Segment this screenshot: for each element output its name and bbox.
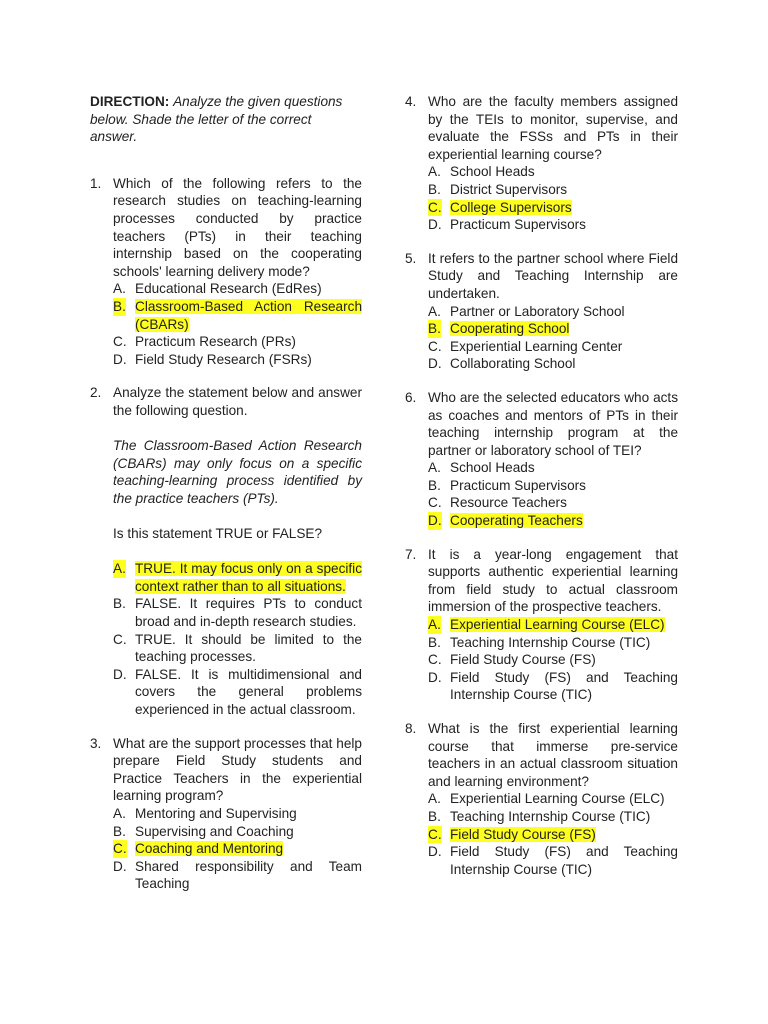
option-letter: D. [428, 217, 442, 233]
option-letter: D. [428, 669, 442, 685]
answer-option[interactable] [428, 669, 678, 704]
option-text: Field Study (FS) and Teaching Internship Course (TIC) [450, 669, 678, 703]
question-item [405, 546, 678, 704]
question-number: 8. [405, 721, 417, 736]
option-text: Practicum Supervisors [450, 217, 586, 233]
option-letter: A. [428, 164, 441, 180]
option-letter: A. [113, 561, 126, 577]
answer-option[interactable] [113, 823, 362, 841]
option-text: Field Study Research (FSRs) [135, 351, 312, 367]
option-text: Experiential Learning Center [450, 338, 623, 354]
option-text: Partner or Laboratory School [450, 303, 625, 319]
option-text: Resource Teachers [450, 495, 567, 511]
answer-options [113, 805, 362, 893]
question-item [405, 250, 678, 373]
direction-label: DIRECTION: [90, 94, 170, 109]
option-text: Educational Research (EdRes) [135, 281, 322, 297]
option-letter: D. [428, 844, 442, 860]
question-number: 4. [405, 94, 417, 109]
answer-options [428, 459, 678, 529]
question-item [405, 93, 678, 234]
option-text: Teaching Internship Course (TIC) [450, 634, 651, 650]
option-text: School Heads [450, 164, 535, 180]
answer-option[interactable] [428, 494, 678, 512]
answer-options [428, 303, 678, 373]
direction-text: Analyze the given questions below. Shade the letter of the correct answer. [90, 94, 343, 145]
option-letter: B. [428, 321, 441, 337]
option-text: Practicum Supervisors [450, 477, 586, 493]
option-text: TRUE. It may focus only on a specific context rather than to all situations. [135, 561, 362, 594]
answer-option[interactable] [113, 280, 362, 298]
answer-option-correct[interactable] [428, 826, 678, 844]
option-letter: A. [428, 460, 441, 476]
question-text: Which of the following refers to the research studies on teaching-learning processes conducted by practice teachers (PTs) in their teaching internship based on the cooperating schools' learning delivery mode? [113, 175, 362, 279]
option-text: Cooperating Teachers [450, 513, 583, 529]
answer-option[interactable] [428, 459, 678, 477]
option-letter: A. [428, 303, 441, 319]
option-letter: D. [113, 666, 127, 682]
answer-option[interactable] [428, 303, 678, 321]
option-text: Supervising and Coaching [135, 823, 294, 839]
option-text: College Supervisors [450, 199, 572, 215]
option-text: School Heads [450, 460, 535, 476]
option-text: Classroom-Based Action Research (CBARs) [135, 298, 362, 332]
question-text: Analyze the statement below and answer the following question. [113, 385, 362, 418]
question-number: 6. [405, 389, 417, 405]
option-letter: A. [113, 281, 126, 297]
option-text: TRUE. It should be limited to the teaching processes. [135, 631, 362, 665]
answer-option[interactable] [113, 805, 362, 823]
option-text: Shared responsibility and Team Teaching [135, 858, 362, 892]
question-text: It is a year-long engagement that supports authentic experiential learning from field study to actual classroom immersion of the prospective teachers. [428, 546, 678, 615]
option-letter: A. [428, 791, 441, 807]
question-item [405, 720, 678, 878]
answer-option[interactable] [113, 666, 362, 719]
option-letter: A. [428, 617, 441, 633]
question-prompt: Is this statement TRUE or FALSE? [113, 526, 323, 542]
option-letter: B. [113, 596, 126, 612]
option-letter: C. [428, 826, 442, 842]
answer-option[interactable] [113, 351, 362, 369]
question-item [90, 735, 362, 893]
option-letter: B. [428, 477, 441, 493]
option-letter: C. [428, 199, 442, 215]
answer-options [428, 163, 678, 233]
option-letter: C. [428, 652, 442, 668]
answer-option[interactable] [113, 631, 362, 666]
option-letter: C. [428, 338, 442, 354]
answer-option-correct[interactable] [428, 199, 678, 217]
right-questions [405, 93, 678, 878]
option-text: Field Study Course (FS) [450, 826, 596, 842]
option-text: FALSE. It is multidimensional and covers the general problems experienced in the actual classroom. [135, 666, 362, 717]
option-text: Field Study Course (FS) [450, 652, 596, 668]
option-letter: A. [113, 805, 126, 821]
option-text: Collaborating School [450, 356, 576, 372]
option-letter: C. [113, 631, 127, 647]
option-letter: C. [428, 495, 442, 511]
answer-options [113, 280, 362, 368]
answer-option[interactable] [428, 634, 678, 652]
option-letter: B. [113, 298, 126, 314]
answer-option[interactable] [428, 808, 678, 826]
answer-option-correct[interactable] [428, 512, 678, 530]
question-item [90, 175, 362, 369]
question-item [90, 384, 362, 718]
option-letter: D. [113, 858, 127, 874]
option-text: Teaching Internship Course (TIC) [450, 808, 651, 824]
option-text: Cooperating School [450, 321, 570, 337]
question-number: 3. [90, 735, 102, 751]
option-letter: B. [428, 181, 441, 197]
answer-option[interactable] [113, 595, 362, 630]
answer-option-correct[interactable] [113, 298, 362, 333]
question-item [405, 389, 678, 530]
right-column [405, 93, 678, 894]
question-text: What is the first experiential learning course that immerse pre-service teachers in an actual classroom situation and learning environment? [428, 721, 678, 789]
answer-option[interactable] [428, 651, 678, 669]
question-text: It refers to the partner school where Field Study and Teaching Internship are undertaken. [428, 250, 678, 301]
question-text: What are the support processes that help prepare Field Study students and Practice Teachers in the experiential learning program? [113, 735, 362, 804]
option-text: Practicum Research (PRs) [135, 334, 296, 350]
answer-options [113, 560, 362, 718]
option-text: Coaching and Mentoring [135, 841, 284, 857]
answer-option[interactable] [113, 333, 362, 351]
question-number: 7. [405, 546, 417, 562]
option-text: District Supervisors [450, 181, 568, 197]
answer-option[interactable] [428, 477, 678, 495]
question-text: Who are the selected educators who acts as coaches and mentors of PTs in their teaching internship program at the partner or laboratory school of TEI? [428, 389, 678, 458]
question-text: Who are the faculty members assigned by the TEIs to monitor, supervise, and evaluate the FSSs and PTs in their experiential learning course? [428, 94, 678, 162]
option-text: Experiential Learning Course (ELC) [450, 617, 665, 633]
option-letter: D. [428, 356, 442, 372]
answer-option-correct[interactable] [428, 320, 678, 338]
answer-option[interactable] [428, 216, 678, 234]
left-questions [90, 175, 362, 893]
option-letter: D. [428, 513, 442, 529]
answer-option[interactable] [428, 355, 678, 373]
option-text: Field Study (FS) and Teaching Internship Course (TIC) [450, 844, 678, 877]
answer-options [428, 790, 678, 878]
option-letter: B. [428, 634, 441, 650]
answer-options [428, 616, 678, 704]
answer-option[interactable] [428, 843, 678, 878]
answer-option-correct[interactable] [113, 560, 362, 595]
answer-option[interactable] [428, 181, 678, 199]
question-number: 5. [405, 250, 417, 266]
answer-option-correct[interactable] [113, 840, 362, 858]
question-statement: The Classroom-Based Action Research (CBARs) may only focus on a specific teaching-learning process identified by the practice teachers (PTs). [113, 438, 362, 506]
option-text: Mentoring and Supervising [135, 805, 297, 821]
answer-option[interactable] [113, 858, 362, 893]
answer-option[interactable] [428, 163, 678, 181]
answer-option[interactable] [428, 338, 678, 356]
option-letter: C. [113, 334, 127, 350]
option-letter: B. [428, 808, 441, 824]
option-letter: D. [113, 351, 127, 367]
option-text: FALSE. It requires PTs to conduct broad and in-depth research studies. [135, 596, 362, 630]
left-column [90, 93, 362, 909]
option-letter: B. [113, 823, 126, 839]
answer-option[interactable] [428, 790, 678, 808]
direction-block [90, 93, 362, 146]
question-number: 1. [90, 175, 102, 191]
option-letter: C. [113, 841, 127, 857]
question-number: 2. [90, 385, 102, 401]
option-text: Experiential Learning Course (ELC) [450, 791, 665, 807]
answer-option-correct[interactable] [428, 616, 678, 634]
